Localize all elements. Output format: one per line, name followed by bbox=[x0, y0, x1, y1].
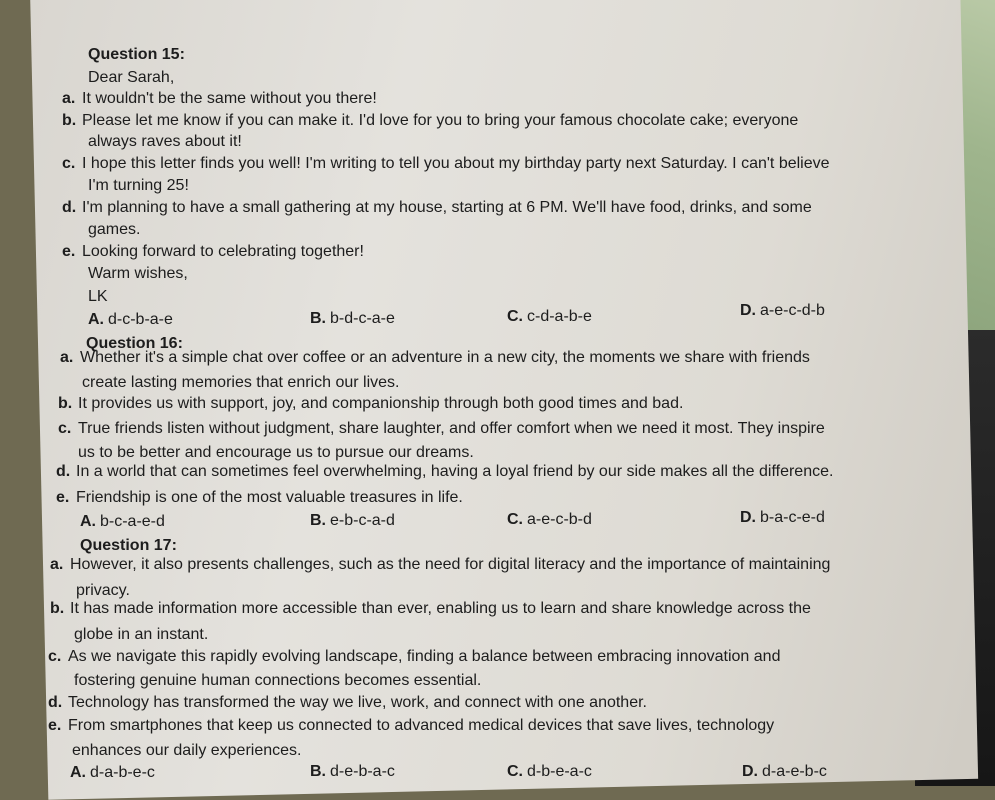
q17-d-text: Technology has transformed the way we live, work, and connect with one another. bbox=[68, 694, 647, 711]
item-letter: b. bbox=[58, 395, 73, 412]
q15-signature: LK bbox=[88, 288, 108, 305]
q17-option-c[interactable] bbox=[507, 761, 592, 782]
q16-b-text: It provides us with support, joy, and companionship through both good times and bad. bbox=[78, 395, 684, 412]
q15-d-text-line2: games. bbox=[88, 221, 141, 238]
q15-e-text: Looking forward to celebrating together! bbox=[82, 243, 364, 260]
q15-closing: Warm wishes, bbox=[88, 265, 188, 282]
q17-item-e bbox=[48, 715, 774, 736]
q15-b-text-line1: Please let me know if you can make it. I'd love for you to bring your famous chocolate cake; everyone bbox=[82, 112, 799, 129]
option-letter: A. bbox=[88, 311, 104, 328]
q15-option-c[interactable] bbox=[507, 306, 592, 327]
q15-a-text: It wouldn't be the same without you there! bbox=[82, 90, 377, 107]
q16-option-b[interactable] bbox=[310, 510, 395, 531]
q17-c-text-line1: As we navigate this rapidly evolving landscape, finding a balance between embracing innovation and bbox=[68, 648, 781, 665]
item-letter: e. bbox=[48, 717, 62, 734]
q17-c-text-line2: fostering genuine human connections becomes essential. bbox=[74, 672, 482, 689]
q15-item-a bbox=[62, 88, 377, 109]
option-letter: B. bbox=[310, 512, 326, 529]
q15-greeting: Dear Sarah, bbox=[88, 69, 175, 86]
option-text: b-c-a-e-d bbox=[100, 513, 165, 530]
q16-item-a bbox=[60, 347, 810, 368]
q16-item-b bbox=[58, 393, 683, 414]
q17-option-d[interactable] bbox=[742, 761, 827, 782]
item-letter: d. bbox=[56, 463, 71, 480]
item-letter: d. bbox=[62, 199, 77, 216]
q15-c-text-line1: I hope this letter finds you well! I'm writing to tell you about my birthday party next Saturday. I can't believe bbox=[82, 155, 830, 172]
q15-c-text-line2: I'm turning 25! bbox=[88, 177, 189, 194]
q16-a-text-line2: create lasting memories that enrich our lives. bbox=[82, 374, 400, 391]
item-letter: e. bbox=[56, 489, 70, 506]
q17-a-text-line1: However, it also presents challenges, such as the need for digital literacy and the importance of maintaining bbox=[70, 556, 831, 573]
q16-option-d[interactable] bbox=[740, 507, 825, 528]
item-letter: c. bbox=[62, 155, 76, 172]
option-text: d-a-e-b-c bbox=[762, 763, 827, 780]
option-letter: A. bbox=[70, 764, 86, 781]
q16-c-text-line2: us to be better and encourage us to pursue our dreams. bbox=[78, 444, 474, 461]
item-letter: a. bbox=[62, 90, 76, 107]
q17-a-text-line2: privacy. bbox=[76, 582, 130, 599]
q17-item-b bbox=[50, 598, 811, 619]
option-text: a-e-c-b-d bbox=[527, 511, 592, 528]
item-letter: a. bbox=[50, 556, 64, 573]
q15-option-b[interactable] bbox=[310, 308, 395, 329]
option-letter: B. bbox=[310, 763, 326, 780]
option-text: a-e-c-d-b bbox=[760, 302, 825, 319]
option-text: d-c-b-a-e bbox=[108, 311, 173, 328]
option-text: d-b-e-a-c bbox=[527, 763, 592, 780]
item-letter: d. bbox=[48, 694, 63, 711]
q16-item-e bbox=[56, 487, 463, 508]
option-letter: D. bbox=[742, 763, 758, 780]
q16-d-text: In a world that can sometimes feel overwhelming, having a loyal friend by our side makes all the difference. bbox=[76, 463, 834, 480]
item-letter: c. bbox=[58, 420, 72, 437]
q15-item-c bbox=[62, 153, 830, 174]
option-letter: C. bbox=[507, 308, 523, 325]
q16-e-text: Friendship is one of the most valuable treasures in life. bbox=[76, 489, 463, 506]
q15-option-a[interactable] bbox=[88, 309, 173, 330]
item-letter: e. bbox=[62, 243, 76, 260]
question-16-title: Question 16: bbox=[86, 335, 183, 352]
option-letter: D. bbox=[740, 302, 756, 319]
q16-item-c bbox=[58, 418, 825, 439]
question-17-title: Question 17: bbox=[80, 537, 177, 554]
q16-option-a[interactable] bbox=[80, 511, 165, 532]
q17-item-a bbox=[50, 554, 830, 575]
q17-option-b[interactable] bbox=[310, 761, 395, 782]
option-text: b-a-c-e-d bbox=[760, 509, 825, 526]
q17-item-d bbox=[48, 692, 647, 713]
q15-item-b bbox=[62, 110, 798, 131]
option-letter: D. bbox=[740, 509, 756, 526]
q17-item-c bbox=[48, 646, 780, 667]
option-text: d-e-b-a-c bbox=[330, 763, 395, 780]
item-letter: b. bbox=[62, 112, 77, 129]
q17-e-text-line1: From smartphones that keep us connected to advanced medical devices that save lives, technology bbox=[68, 717, 775, 734]
option-text: c-d-a-b-e bbox=[527, 308, 592, 325]
q16-a-text-line1: Whether it's a simple chat over coffee or an adventure in a new city, the moments we share with friends bbox=[80, 349, 810, 366]
option-text: b-d-c-a-e bbox=[330, 310, 395, 327]
q15-item-e bbox=[62, 241, 364, 262]
q16-c-text-line1: True friends listen without judgment, share laughter, and offer comfort when we need it most. They inspire bbox=[78, 420, 825, 437]
q16-item-d bbox=[56, 461, 833, 482]
q15-option-d[interactable] bbox=[740, 300, 825, 321]
option-letter: A. bbox=[80, 513, 96, 530]
option-letter: C. bbox=[507, 763, 523, 780]
q16-option-c[interactable] bbox=[507, 509, 592, 530]
item-letter: b. bbox=[50, 600, 65, 617]
q17-e-text-line2: enhances our daily experiences. bbox=[72, 742, 302, 759]
q17-b-text-line2: globe in an instant. bbox=[74, 626, 209, 643]
item-letter: c. bbox=[48, 648, 62, 665]
option-letter: C. bbox=[507, 511, 523, 528]
option-text: e-b-c-a-d bbox=[330, 512, 395, 529]
q15-item-d bbox=[62, 197, 812, 218]
q15-b-text-line2: always raves about it! bbox=[88, 133, 242, 150]
q17-option-a[interactable] bbox=[70, 762, 155, 783]
q17-b-text-line1: It has made information more accessible than ever, enabling us to learn and share knowledge across the bbox=[70, 600, 811, 617]
item-letter: a. bbox=[60, 349, 74, 366]
option-letter: B. bbox=[310, 310, 326, 327]
option-text: d-a-b-e-c bbox=[90, 764, 155, 781]
question-15-title: Question 15: bbox=[88, 46, 185, 63]
q15-d-text-line1: I'm planning to have a small gathering at my house, starting at 6 PM. We'll have food, drinks, and some bbox=[82, 199, 812, 216]
